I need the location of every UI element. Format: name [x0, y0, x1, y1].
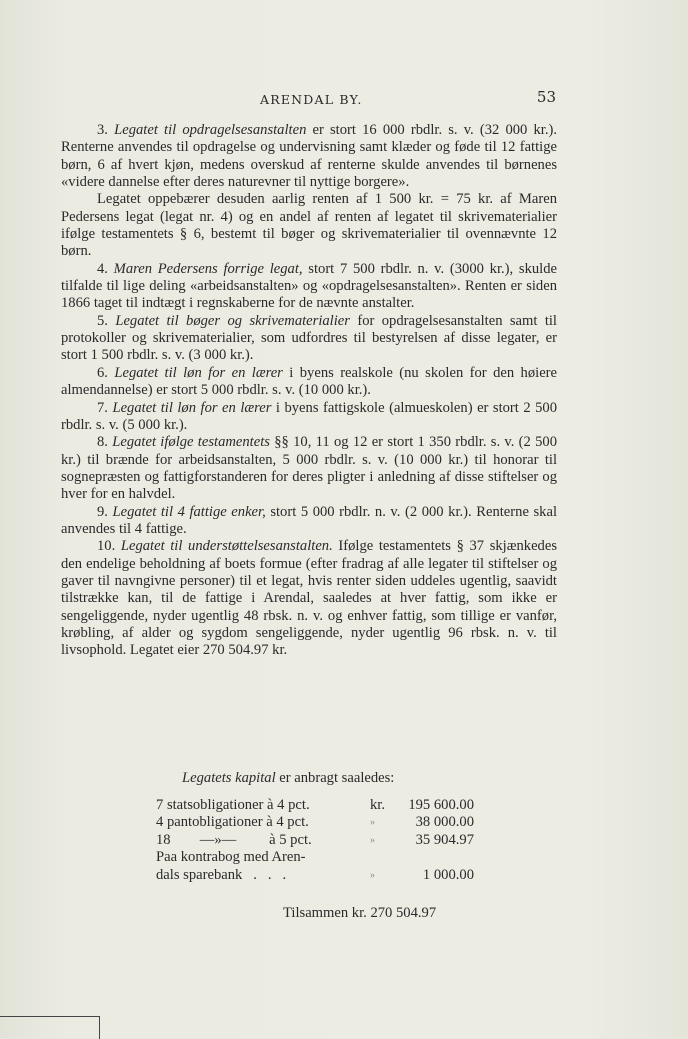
- item-number: 9.: [97, 503, 113, 520]
- kapital-heading: [182, 770, 394, 787]
- paragraph-text: §§ 10, 11 og 12 er stort 1 350 rbdlr. s. v. (2 500 kr.) til brænde for arbeidsanstalten, 5 000 rbdlr. s. v. (10 000 kr.) til honorar til sognepræsten og fattigforstanderen for deres pligter i anledning af disse stiftelser og hver for en halvdel.: [61, 434, 557, 503]
- paragraph-legat-5: [61, 313, 557, 365]
- paragraph-legat-3: [61, 122, 557, 191]
- holding-description: 4 pantobligationer à 4 pct.: [156, 814, 309, 831]
- paragraph-text: i byens realskole (nu skolen for den høiere almendannelse) er stort 5 000 rbdlr. s. v. (10 000 kr.).: [61, 364, 558, 399]
- holding-currency: »: [370, 834, 375, 846]
- holding-amount: 38 000.00: [415, 814, 474, 831]
- holding-description: 18 —»— à 5 pct.: [156, 831, 312, 848]
- item-number: 3.: [97, 122, 115, 138]
- legat-title: Legatet til bøger og skrivematerialier: [115, 312, 350, 329]
- holding-amount: 195 600.00: [408, 797, 474, 813]
- running-title: ARENDAL BY.: [260, 92, 363, 107]
- paragraph-text: er stort 16 000 rbdlr. s. v. (32 000 kr.). Renterne anvendes til opdragelse og undervisning samt klæder og føde til 12 fattige børn, 6 af hvert kjøn, medens overskud af renterne skulde anvendes til børnenes «videre dannelse efter deres naturevner til nyttige borgere».: [61, 122, 558, 191]
- holding-currency: »: [370, 869, 375, 881]
- paragraph-text: for opdragelsesanstalten samt til protokoller og skrivematerialier, som udfordres til bestyrelsen af disse legater, er stort 1 500 rbdlr. s. v. (3 000 kr.).: [61, 312, 557, 364]
- item-number: 8.: [97, 434, 113, 451]
- paragraph-text: Legatet oppebærer desuden aarlig renten af 1 500 kr. = 75 kr. af Maren Pedersens legat (legat nr. 4) og en andel af renten af legatet til skrivematerialier ifølge testamentets § 6, bestemt til bøger og skrivematerialier til ovennævnte 12 børn.: [61, 191, 557, 260]
- holding-description: 7 statsobligationer à 4 pct.: [156, 797, 310, 813]
- legat-title: Legatet til opdragelsesanstalten: [114, 122, 307, 138]
- holdings-table: [156, 797, 486, 884]
- legat-title: Maren Pedersens forrige legat,: [113, 260, 303, 277]
- legat-title: Legatet til 4 fattige enker,: [112, 503, 266, 520]
- paragraph-legat-6: [61, 365, 557, 400]
- paragraph-legat-9: [61, 504, 557, 539]
- legat-title: Legatet til understøttelsesanstalten.: [120, 538, 333, 555]
- holding-amount: 35 904.97: [415, 831, 474, 848]
- paragraph-legat-3-cont: [61, 191, 557, 260]
- legat-title: Legatet ifølge testamentets: [112, 434, 270, 451]
- total-label: Tilsammen kr.: [283, 905, 367, 921]
- body-text: [61, 122, 557, 660]
- scan-corner-mark: [0, 1016, 100, 1039]
- kapital-heading-rest: er anbragt saaledes:: [275, 770, 395, 786]
- total-line: [283, 905, 436, 922]
- paragraph-text: stort 7 500 rbdlr. n. v. (3000 kr.), skulde tilfalde til lige deling «arbeidsanstalten» og «opdragelsesanstalten». Renten er siden 1866 taget til indtægt i regnskaberne for de nævnte anstalter.: [61, 260, 558, 312]
- item-number: 6.: [97, 364, 115, 381]
- item-number: 7.: [97, 399, 113, 416]
- item-number: 5.: [97, 312, 116, 329]
- holding-row: [156, 797, 486, 814]
- legat-title: Legatet til løn for en lærer: [114, 364, 283, 381]
- item-number: 10.: [97, 538, 121, 555]
- legat-title: Legatet til løn for en lærer: [112, 399, 272, 416]
- holding-description: dals sparebank . . .: [156, 866, 287, 883]
- holding-row: [156, 832, 486, 849]
- paragraph-legat-4: [61, 261, 557, 313]
- holding-row: [156, 867, 486, 884]
- holding-row: [156, 814, 486, 831]
- holding-currency: kr.: [370, 797, 385, 813]
- paragraph-text: Ifølge testamentets § 37 skjænkedes den endelige beholdning af boets formue (efter fradrag af alle legater til stiftelser og gaver til navngivne personer) til et legat, hvis renter siden uddeles ugentlig, saavidt tilstrække kan, til de fattige i Arendal, saaledes at hver fattig, som ikke er sengeliggende, nyder ugentlig 48 rbsk. n. v. og enhver fattig, som tillige er vanfør, krøbling, af alder og sygdom sengeliggende, nyder ugentlig 96 rbsk. n. v. til livsophold. Legatet eier 270 504.97 kr.: [61, 538, 557, 659]
- page-number: 53: [536, 88, 556, 106]
- paragraph-text: stort 5 000 rbdlr. n. v. (2 000 kr.). Renterne skal anvendes til 4 fattige.: [61, 503, 557, 537]
- holding-row: [156, 849, 486, 866]
- holding-description: Paa kontrabog med Aren-: [156, 849, 306, 866]
- paragraph-legat-7: [61, 400, 557, 435]
- paragraph-legat-10: [61, 538, 557, 659]
- item-number: 4.: [97, 260, 114, 277]
- paragraph-text: i byens fattigskole (almueskolen) er stort 2 500 rbdlr. s. v. (5 000 kr.).: [61, 399, 558, 433]
- total-amount: 270 504.97: [370, 905, 437, 921]
- paragraph-legat-8: [61, 434, 557, 503]
- holding-currency: »: [370, 817, 375, 829]
- kapital-heading-italic: Legatets kapital: [182, 770, 276, 786]
- holding-amount: 1 000.00: [422, 866, 474, 883]
